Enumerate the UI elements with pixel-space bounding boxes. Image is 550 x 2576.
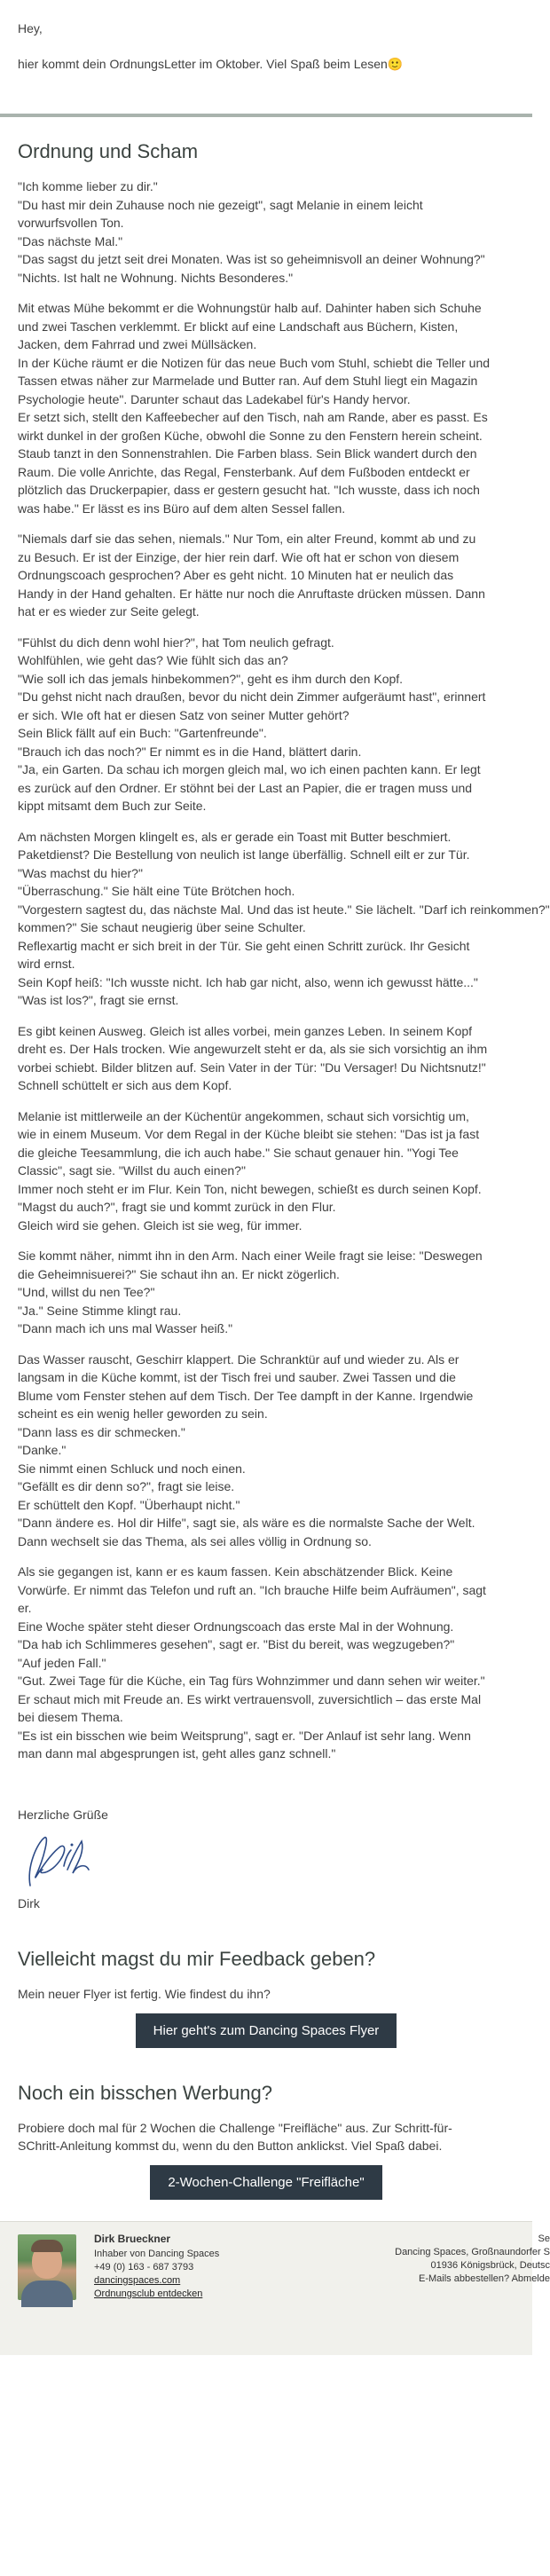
contact-name: Dirk Brueckner bbox=[94, 2232, 171, 2245]
ad-text-line: SChritt-Anleitung kommst du, wenn du den Button anklickst. Viel Spaß dabei. bbox=[18, 2138, 443, 2153]
feedback-title: Vielleicht magst du mir Feedback geben? bbox=[18, 1947, 376, 1970]
story-line: "Und, willst du nen Tee?" bbox=[18, 1285, 155, 1299]
story-line: Tassen etwas näher zur Marmelade und Butter ran. Auf dem Stuhl liegt ein Magazin bbox=[18, 374, 478, 388]
story-line: "Vorgestern sagtest du, das nächste Mal. Und das ist heute." Sie lächelt. "Darf ich reinkommen?" bbox=[18, 902, 550, 917]
story-paragraph bbox=[18, 828, 550, 1010]
story-line: Mit etwas Mühe bekommt er die Wohnungstür halb auf. Dahinter haben sich Schuhe bbox=[18, 301, 482, 315]
avatar bbox=[18, 2234, 76, 2300]
unsubscribe-link[interactable]: E-Mails abbestellen? Abmelde bbox=[419, 2273, 550, 2284]
story-line: vorbei schiebt. Bilder blitzen auf. Sein Vater in der Tür: "Du Versager! Du Nichtsnutz!" bbox=[18, 1060, 486, 1075]
story-line: "Überraschung." Sie hält eine Tüte Brötchen hoch. bbox=[18, 884, 295, 898]
contact-block bbox=[94, 2233, 219, 2301]
story-line: Jacken, dem Fahrrad und zwei Müllsäcken. bbox=[18, 337, 257, 351]
story-paragraph bbox=[18, 177, 515, 287]
story-line: "Gut. Zwei Tage für die Küche, ein Tag fürs Wohnzimmer und dann sehen wir weiter." bbox=[18, 1674, 485, 1688]
story-line: "Das nächste Mal." bbox=[18, 233, 123, 248]
story-line: Melanie ist mittlerweile an der Küchentür angekommen, schaut sich vorsichtig um, bbox=[18, 1108, 469, 1123]
story-line: wird ernst. bbox=[18, 957, 75, 971]
avatar-shirt bbox=[21, 2281, 73, 2307]
story-line: "Dann ändere es. Hol dir Hilfe", sagt sie, als wäre es die normalste Sache der Welt. bbox=[18, 1516, 475, 1530]
story-line: "Magst du auch?", fragt sie und kommt zurück in den Flur. bbox=[18, 1200, 336, 1214]
story-line: Psychologie heute". Darunter schaut das Ladekabel für's Handy hervor. bbox=[18, 391, 411, 406]
intro-line: hier kommt dein OrdnungsLetter im Oktober. Viel Spaß beim Lesen🙂 bbox=[18, 57, 404, 71]
story-line: "Es ist ein bisschen wie beim Weitsprung", sagt er. "Der Anlauf ist sehr lang. Wenn bbox=[18, 1728, 471, 1743]
website-link[interactable]: dancingspaces.com bbox=[94, 2274, 181, 2286]
ad-text bbox=[18, 2119, 515, 2155]
flyer-button-wrap bbox=[18, 2013, 515, 2048]
greeting: Hey, bbox=[18, 21, 43, 35]
story-line: Es gibt keinen Ausweg. Gleich ist alles vorbei, mein ganzes Leben. In seinem Kopf bbox=[18, 1023, 473, 1038]
story-line: "Du gehst nicht nach draußen, bevor du nicht dein Zimmer aufgeräumt hast", erinnert bbox=[18, 689, 486, 704]
story-line: "Ich komme lieber zu dir." bbox=[18, 179, 158, 193]
story-line: man dann mal abgesprungen ist, geht alles ganz schnell." bbox=[18, 1746, 336, 1761]
story-paragraph bbox=[18, 1022, 515, 1095]
closing-greeting: Herzliche Grüße bbox=[18, 1807, 108, 1822]
story-line: "Was machst du hier?" bbox=[18, 865, 143, 880]
story-line: Paketdienst? Die Bestellung von neulich ist lange überfällig. Schnell eilt er zur Tür. bbox=[18, 847, 470, 862]
story-line: Sein Blick fällt auf ein Buch: "Gartenfreunde". bbox=[18, 726, 267, 740]
flyer-button[interactable]: Hier geht's zum Dancing Spaces Flyer bbox=[136, 2013, 397, 2048]
story-line: Am nächsten Morgen klingelt es, als er gerade ein Toast mit Butter beschmiert. bbox=[18, 829, 452, 844]
company-address: Dancing Spaces, Großnaundorfer S bbox=[395, 2246, 550, 2257]
company-line: Se bbox=[538, 2233, 550, 2244]
avatar-hair bbox=[31, 2240, 63, 2252]
story-line: scheint es ein wenig heller geworden zu sein. bbox=[18, 1406, 268, 1421]
story-line: Blume vom Fenster stehen auf dem Tisch. Der Tee dampft in der Kanne. Irgendwie bbox=[18, 1388, 474, 1403]
story-line: bei diesem Thema. bbox=[18, 1710, 123, 1724]
story-line: dreht es. Der Hals trocken. Wie angewurzelt steht er da, als sie sich vorsichtig an ihm bbox=[18, 1042, 488, 1056]
story-line: Immer noch steht er im Flur. Kein Ton, nicht bewegen, schießt es durch seinen Kopf. bbox=[18, 1181, 482, 1196]
story-line: langsam in die Küche kommt, ist der Tisch frei und sauber. Zwei Tassen und die bbox=[18, 1370, 456, 1384]
story-line: "Dann lass es dir schmecken." bbox=[18, 1424, 185, 1439]
story-line: Er setzt sich, stellt den Kaffeebecher auf den Tisch, nah am Rande, aber es passt. Es bbox=[18, 410, 488, 424]
story-body bbox=[18, 177, 550, 1763]
story-line: "Gefällt es dir denn so?", fragt sie leise. bbox=[18, 1479, 235, 1493]
signature-image bbox=[18, 1831, 98, 1893]
story-line: Das Wasser rauscht, Geschirr klappert. Die Schranktür auf und wieder zu. Als er bbox=[18, 1351, 460, 1367]
story-line: "Fühlst du dich denn wohl hier?", hat Tom neulich gefragt. bbox=[18, 634, 334, 650]
story-line: vorwurfsvollen Ton. bbox=[18, 216, 124, 230]
story-line: was habe." Er lässt es ins Büro auf dem alten Sessel fallen. bbox=[18, 500, 346, 516]
story-line: Eine Woche später steht dieser Ordnungscoach das erste Mal in der Wohnung. bbox=[18, 1619, 454, 1634]
story-line: Gleich wird sie gehen. Gleich ist sie weg, für immer. bbox=[18, 1217, 302, 1233]
story-line: hat er es wieder zur Seite gelegt. bbox=[18, 604, 200, 618]
story-line: er. bbox=[18, 1601, 32, 1615]
story-line: "Nichts. Ist halt ne Wohnung. Nichts Besonderes." bbox=[18, 270, 294, 285]
ad-section bbox=[0, 2082, 532, 2200]
story-line: "Ja." Seine Stimme klingt rau. bbox=[18, 1303, 182, 1318]
story-line: "Ja, ein Garten. Da schau ich morgen gleich mal, wo ich einen pachten kann. Er legt bbox=[18, 762, 481, 776]
story-line: wirkt dunkel in der großen Küche, obwohl die Sonne zu den Fenstern herein scheint. bbox=[18, 428, 483, 443]
challenge-button-wrap bbox=[18, 2165, 515, 2200]
story-paragraph bbox=[18, 1351, 515, 1551]
story-line: "Danke." bbox=[18, 1443, 67, 1457]
story-line: Reflexartig macht er sich breit in der Tür. Sie geht einen Schritt zurück. Ihr Gesicht bbox=[18, 938, 470, 953]
story-line: Sein Kopf heiß: "Ich wusste nicht. Ich hab gar nicht, also, wenn ich gewusst hätte..." bbox=[18, 974, 478, 989]
story-line: Sie kommt näher, nimmt ihn in den Arm. Nach einer Weile fragt sie leise: "Deswegen bbox=[18, 1249, 483, 1263]
story-line: "Auf jeden Fall." bbox=[18, 1655, 106, 1670]
feedback-section bbox=[0, 1948, 532, 2048]
story-line: "Das sagst du jetzt seit drei Monaten. Was ist so geheimnisvoll an deiner Wohnung?" bbox=[18, 252, 485, 266]
story-title: Ordnung und Scham bbox=[18, 140, 199, 162]
story-line: er sich. WIe oft hat er diesen Satz von seiner Mutter gehört? bbox=[18, 707, 350, 722]
challenge-button[interactable]: 2-Wochen-Challenge "Freifläche" bbox=[150, 2165, 381, 2200]
club-link[interactable]: Ordnungsclub entdecken bbox=[94, 2288, 203, 2299]
story-line: In der Küche räumt er die Notizen für das neue Buch vom Stuhl, schiebt die Teller und bbox=[18, 355, 491, 370]
story-paragraph bbox=[18, 299, 515, 517]
story-paragraph bbox=[18, 1247, 515, 1338]
company-city: 01936 Königsbrück, Deutsc bbox=[430, 2259, 550, 2271]
story-line: Classic", sagt sie. "Willst du auch einen?" bbox=[18, 1163, 246, 1178]
contact-role: Inhaber von Dancing Spaces bbox=[94, 2248, 220, 2259]
story-line: kommen?" Sie schaut neugierig über seine Schulter. bbox=[18, 920, 306, 934]
story-line: kippt mitsamt dem Buch zur Seite. bbox=[18, 799, 207, 813]
story-line: die Geheimnisuerei?" Sie schaut ihn an. Er nickt zögerlich. bbox=[18, 1266, 340, 1281]
signature-name: Dirk bbox=[18, 1895, 40, 1910]
story-line: es zurück auf den Ordner. Er stöhnt bei der Last an Papier, die er tragen muss und bbox=[18, 780, 473, 795]
signoff bbox=[0, 1784, 532, 1912]
story-line: plötzlich das Druckerpapier, dass er gestern gesucht hat. "Ich wusste, dass ich noch bbox=[18, 483, 480, 497]
contact-phone: +49 (0) 163 - 687 3793 bbox=[94, 2261, 194, 2273]
story-line: Er schaut mich mit Freude an. Es wirkt vertrauensvoll, zuversichtlich – das erste Mal bbox=[18, 1691, 482, 1706]
story-line: Raum. Die volle Anrichte, das Regal, Fensterbank. Auf dem Fußboden entdeckt er bbox=[18, 464, 470, 479]
story-section bbox=[0, 117, 550, 1784]
footer bbox=[0, 2221, 550, 2355]
story-paragraph bbox=[18, 634, 515, 815]
story-line: "Brauch ich das noch?" Er nimmt es in die Hand, blättert darin. bbox=[18, 744, 362, 759]
story-line: Dann wechselt sie das Thema, als sei alles völlig in Ordnung so. bbox=[18, 1533, 372, 1548]
story-paragraph bbox=[18, 1563, 515, 1763]
story-line: "Niemals darf sie das sehen, niemals." Nur Tom, ein alter Freund, kommt ab und zu bbox=[18, 532, 476, 546]
story-line: Handy in der Hand gehalten. Er hätte nur noch die Anruftaste drücken müssen. Dann bbox=[18, 586, 485, 601]
story-line: zu Besuch. Er ist der Einzige, der hier rein darf. Wie oft hat er schon von diesem bbox=[18, 549, 460, 564]
story-line: Als sie gegangen ist, kann er es kaum fassen. Kein abschätzender Blick. Keine bbox=[18, 1564, 453, 1579]
story-line: "Was ist los?", fragt sie ernst. bbox=[18, 993, 179, 1007]
story-paragraph bbox=[18, 530, 515, 621]
story-line: "Da hab ich Schlimmeres gesehen", sagt er. "Bist du bereit, was wegzugeben?" bbox=[18, 1637, 455, 1651]
story-line: Wohlfühlen, wie geht das? Wie fühlt sich das an? bbox=[18, 653, 288, 667]
story-line: die gleiche Teesammlung, die ich auch habe." Sie schaut genauer hin. "Yogi Tee bbox=[18, 1145, 459, 1160]
intro bbox=[0, 0, 532, 114]
story-line: Staub tanzt in den Sonnenstrahlen. Die Farben blass. Sein Blick wandert durch den bbox=[18, 446, 477, 461]
story-line: Er schüttelt den Kopf. "Überhaupt nicht." bbox=[18, 1497, 240, 1512]
story-line: Vorwürfe. Er nimmt das Telefon und ruft an. "Ich brauche Hilfe beim Aufräumen", sagt bbox=[18, 1582, 486, 1597]
story-line: "Dann mach ich uns mal Wasser heiß." bbox=[18, 1321, 233, 1335]
story-line: "Du hast mir dein Zuhause noch nie gezeigt", sagt Melanie in einem leicht bbox=[18, 197, 423, 212]
feedback-text: Mein neuer Flyer ist fertig. Wie findest du ihn? bbox=[18, 1986, 271, 2001]
story-line: "Wie soll ich das jemals hinbekommen?", geht es ihm durch den Kopf. bbox=[18, 671, 404, 686]
story-line: Ordnungscoach gesprochen? Aber es geht nicht. 10 Minuten hat er neulich das bbox=[18, 568, 454, 582]
story-line: Schnell schüttelt er sich aus dem Kopf. bbox=[18, 1078, 232, 1092]
company-block bbox=[395, 2233, 550, 2286]
ad-title: Noch ein bisschen Werbung? bbox=[18, 2081, 272, 2104]
story-line: Sie nimmt einen Schluck und noch einen. bbox=[18, 1461, 246, 1476]
story-line: und zwei Taschen verklemmt. Er blickt auf eine Landschaft aus Büchern, Kisten, bbox=[18, 319, 459, 334]
story-line: wie in einem Museum. Vor dem Regal in der Küche bleibt sie stehen: "Das ist ja fast bbox=[18, 1127, 480, 1141]
ad-text-line: Probiere doch mal für 2 Wochen die Challenge "Freifläche" aus. Zur Schritt-für- bbox=[18, 2120, 452, 2135]
story-paragraph bbox=[18, 1107, 515, 1235]
